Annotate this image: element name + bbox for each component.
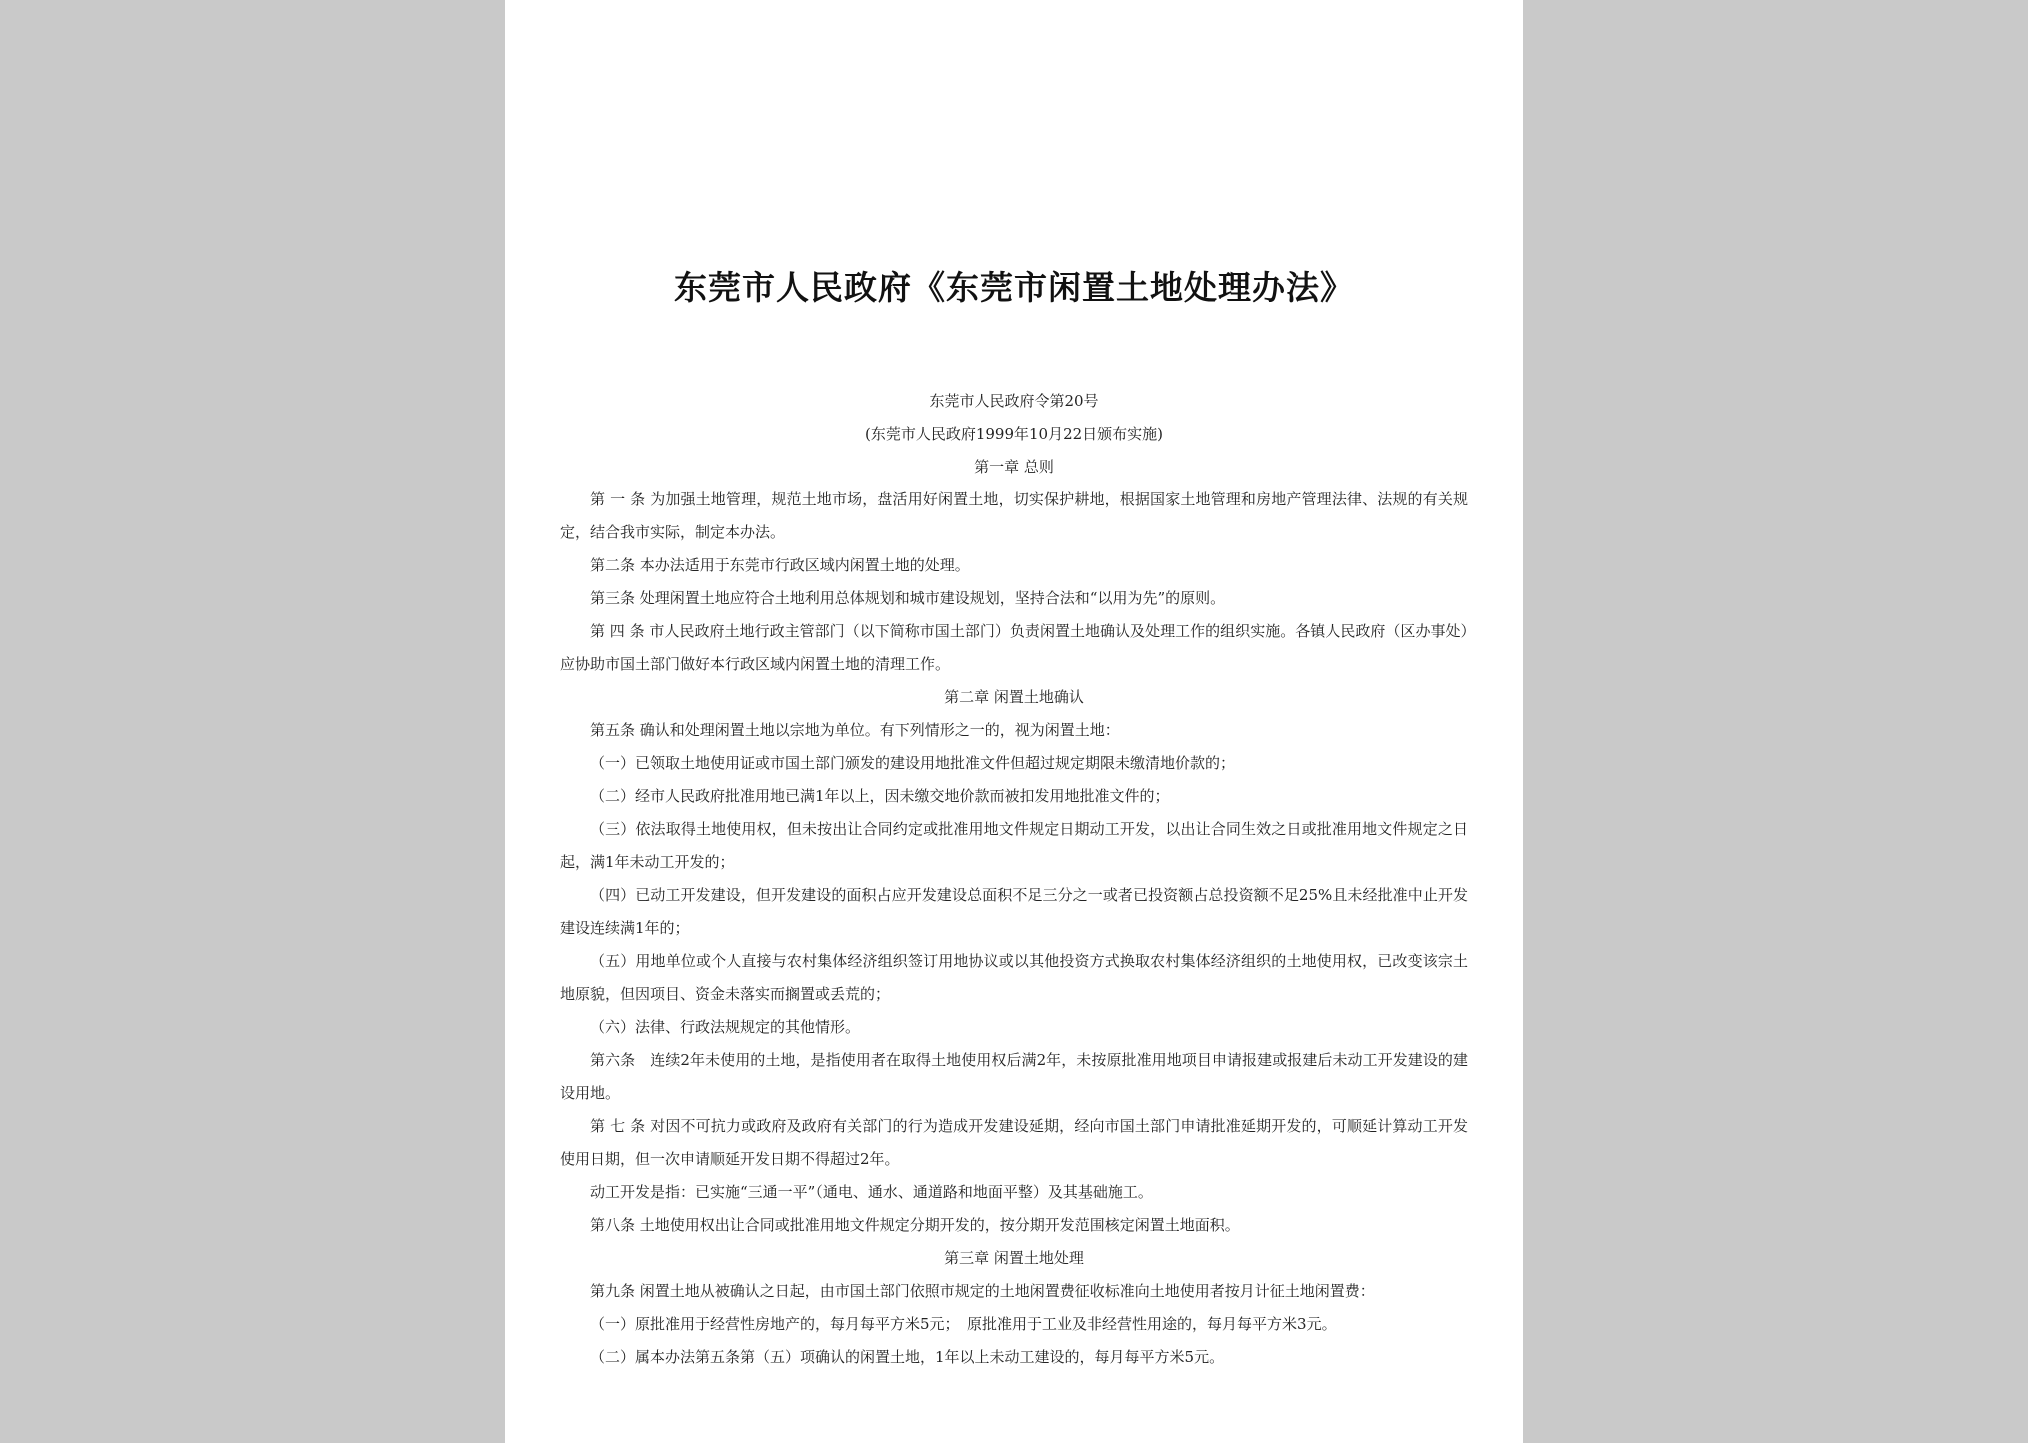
article-5-item-4: （四）已动工开发建设，但开发建设的面积占应开发建设总面积不足三分之一或者已投资额占总投资额不足25%且未经批准中止开发建设连续满1年的； (560, 886, 1468, 937)
document-title: 东莞市人民政府《东莞市闲置土地处理办法》 (674, 268, 1354, 307)
article-5-item-5: （五）用地单位或个人直接与农村集体经济组织签订用地协议或以其他投资方式换取农村集体经济组织的土地使用权，已改变该宗土地原貌，但因项目、资金未落实而搁置或丢荒的； (560, 952, 1468, 1003)
article-4: 第 四 条 市人民政府土地行政主管部门（以下简称市国土部门）负责闲置土地确认及处理工作的组织实施。各镇人民政府（区办事处）应协助市国土部门做好本行政区域内闲置土地的清理工作。 (560, 622, 1468, 673)
chapter-heading-3: 第三章 闲置土地处理 (944, 1249, 1084, 1267)
article-5-item-1: （一）已领取土地使用证或市国土部门颁发的建设用地批准文件但超过规定期限未缴清地价款的； (590, 754, 1236, 772)
order-number: 东莞市人民政府令第20号 (929, 392, 1099, 410)
chapter-heading-1: 第一章 总则 (974, 458, 1054, 476)
article-7-note: 动工开发是指：已实施“三通一平”（通电、通水、通道路和地面平整）及其基础施工。 (590, 1183, 1153, 1201)
article-5-item-6: （六）法律、行政法规规定的其他情形。 (590, 1018, 861, 1036)
article-5-item-3: （三）依法取得土地使用权，但未按出让合同约定或批准用地文件规定日期动工开发，以出让合同生效之日或批准用地文件规定之日起，满1年未动工开发的； (560, 820, 1468, 871)
chapter-heading-2: 第二章 闲置土地确认 (944, 688, 1084, 706)
article-5-item-2: （二）经市人民政府批准用地已满1年以上，因未缴交地价款而被扣发用地批准文件的； (590, 787, 1170, 805)
promulgation-date: (东莞市人民政府1999年10月22日颁布实施) (864, 425, 1164, 443)
article-2: 第二条 本办法适用于东莞市行政区域内闲置土地的处理。 (590, 556, 970, 574)
article-7: 第 七 条 对因不可抗力或政府及政府有关部门的行为造成开发建设延期，经向市国土部门申请批准延期开发的，可顺延计算动工开发使用日期，但一次申请顺延开发日期不得超过2年。 (560, 1117, 1468, 1168)
document-body (560, 483, 1468, 1374)
article-5: 第五条 确认和处理闲置土地以宗地为单位。有下列情形之一的，视为闲置土地： (590, 721, 1120, 739)
article-1: 第 一 条 为加强土地管理，规范土地市场，盘活用好闲置土地，切实保护耕地，根据国家土地管理和房地产管理法律、法规的有关规定，结合我市实际，制定本办法。 (560, 490, 1468, 541)
article-9-item-2: （二）属本办法第五条第（五）项确认的闲置土地，1年以上未动工建设的，每月每平方米5元。 (590, 1348, 1225, 1366)
document-page (505, 0, 1523, 1443)
article-8: 第八条 土地使用权出让合同或批准用地文件规定分期开发的，按分期开发范围核定闲置土地面积。 (590, 1216, 1240, 1234)
article-6: 第六条 连续2年未使用的土地，是指使用者在取得土地使用权后满2年，未按原批准用地项目申请报建或报建后未动工开发建设的建设用地。 (560, 1051, 1468, 1102)
article-9-item-1: （一）原批准用于经营性房地产的，每月每平方米5元； 原批准用于工业及非经营性用途的，每月每平方米3元。 (590, 1315, 1337, 1333)
article-9: 第九条 闲置土地从被确认之日起，由市国土部门依照市规定的土地闲置费征收标准向土地使用者按月计征土地闲置费： (590, 1282, 1375, 1300)
article-3: 第三条 处理闲置土地应符合土地利用总体规划和城市建设规划，坚持合法和“以用为先”的原则。 (590, 589, 1226, 607)
